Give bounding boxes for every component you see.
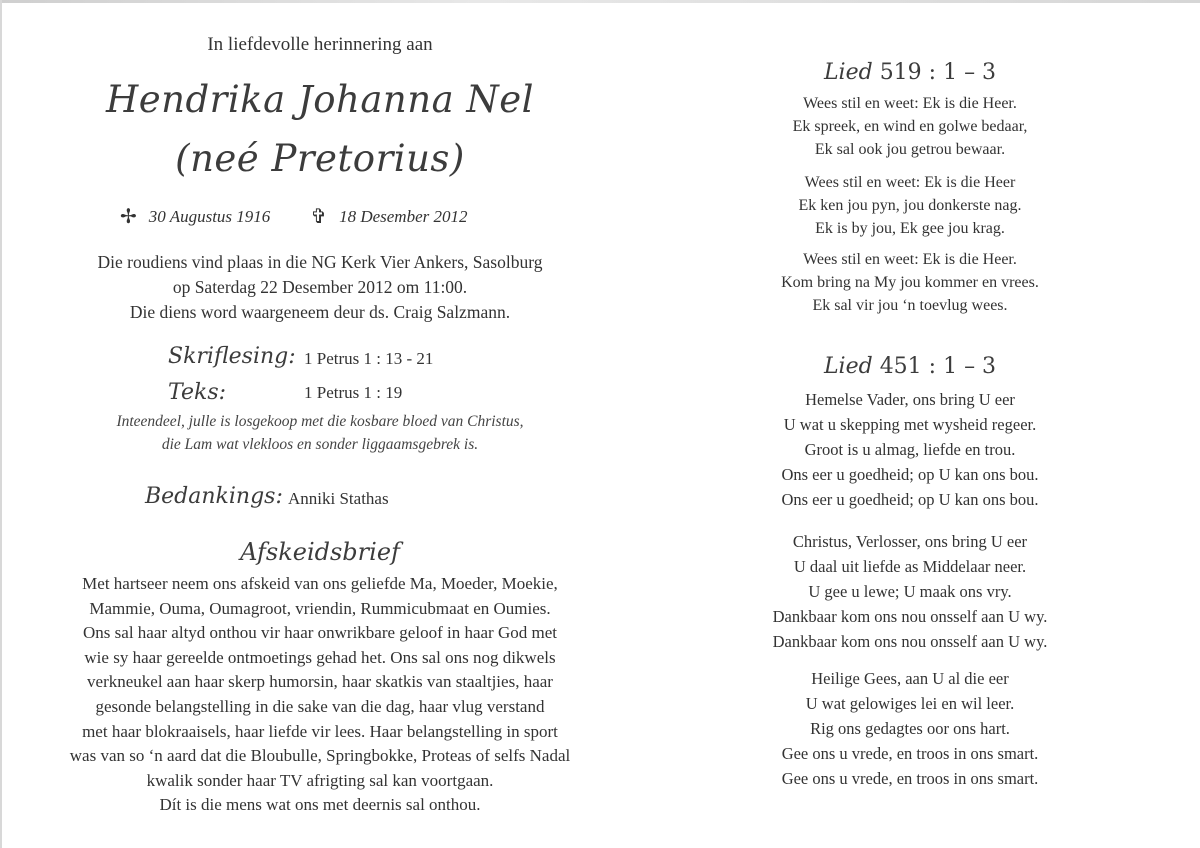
teks-reference: 1 Petrus 1 : 19: [304, 383, 403, 402]
scripture-line: Inteendeel, julle is losgekoop met die kosbare bloed van Christus,: [116, 413, 524, 430]
teks-label: Teks:: [168, 380, 227, 405]
verse-line: Dankbaar kom ons nou onsself aan U wy.: [772, 607, 1048, 626]
letter-line: gesonde belangstelling in die sake van die dag, haar vlug verstand: [95, 696, 545, 716]
verse-line: Hemelse Vader, ons bring U eer: [805, 390, 1015, 409]
hymn-451-title: [720, 354, 1100, 379]
service-line: Die diens word waargeneem deur ds. Craig Salzmann.: [129, 302, 511, 322]
verse-line: Ons eer u goedheid; op U kan ons bou.: [781, 490, 1039, 509]
hymn-451-verse-3: [720, 666, 1100, 791]
verse-line: Ek ken jou pyn, jou donkerste nag.: [798, 197, 1022, 214]
cross-icon: ✞: [310, 206, 328, 228]
verse-line: U daal uit liefde as Middelaar neer.: [793, 557, 1027, 576]
hymn-519-title: [720, 60, 1100, 85]
letter-line: Met hartseer neem ons afskeid van ons geliefde Ma, Moeder, Moekie,: [82, 574, 558, 593]
birth-date: 30 Augustus 1916: [148, 206, 271, 226]
hymn-451-verse-2: [720, 529, 1100, 654]
verse-line: Kom bring na My jou kommer en vrees.: [781, 274, 1039, 291]
letter-line: was van so ‘n aard dat die Bloubulle, Springbokke, Proteas of selfs Nadal: [69, 746, 571, 766]
death-date: 18 Desember 2012: [339, 206, 468, 226]
hymn-451-verse-1: [720, 387, 1100, 512]
verse-line: Wees stil en weet: Ek is die Heer.: [803, 251, 1017, 268]
skriflesing-reference: 1 Petrus 1 : 13 - 21: [304, 349, 434, 368]
life-dates: [120, 204, 540, 229]
birth-star-icon: ✢: [120, 206, 137, 228]
verse-line: Christus, Verlosser, ons bring U eer: [792, 532, 1028, 551]
verse-line: Rig ons gedagtes oor ons hart.: [810, 719, 1010, 738]
verse-line: Ek sal vir jou ‘n toevlug wees.: [812, 297, 1008, 314]
intro-text: In liefdevolle herinnering aan: [207, 34, 433, 55]
hymn-number: 519 : 1 – 3: [879, 60, 997, 85]
scan-edge-top: [0, 0, 1200, 3]
bedankings-label: Bedankings:: [145, 484, 283, 509]
verse-line: Wees stil en weet: Ek is die Heer.: [803, 95, 1017, 112]
verse-line: Ek spreek, en wind en golwe bedaar,: [792, 118, 1028, 135]
service-line: Die roudiens vind plaas in die NG Kerk Vier Ankers, Sasolburg: [97, 252, 543, 272]
service-line: op Saterdag 22 Desember 2012 om 11:00.: [172, 277, 468, 297]
hymn-word: Lied: [823, 354, 873, 379]
verse-line: Groot is u almag, liefde en trou.: [804, 440, 1016, 459]
hymn-519-verse-1: [720, 92, 1100, 161]
verse-line: Dankbaar kom ons nou onsself aan U wy.: [772, 632, 1048, 651]
skriflesing-label: Skriflesing:: [168, 344, 296, 369]
letter-line: Dít is die mens wat ons met deernis sal onthou.: [159, 795, 481, 815]
letter-line: kwalik sonder haar TV afrigting sal kan voortgaan.: [146, 770, 494, 790]
verse-line: Ek sal ook jou getrou bewaar.: [814, 141, 1006, 158]
letter-line: met haar blokraaisels, haar liefde vir lees. Haar belangstelling in sport: [82, 721, 558, 741]
verse-line: Gee ons u vrede, en troos in ons smart.: [781, 769, 1039, 788]
verse-line: Ons eer u goedheid; op U kan ons bou.: [781, 465, 1039, 484]
verse-line: U wat u skepping met wysheid regeer.: [783, 415, 1037, 434]
bedankings-name: Anniki Stathas: [288, 489, 389, 508]
service-details: [40, 250, 600, 325]
verse-line: Ek is by jou, Ek gee jou krag.: [815, 220, 1005, 237]
afskeidsbrief-body: [40, 572, 600, 818]
afskeidsbrief-title: Afskeidsbrief: [240, 538, 400, 566]
verse-line: Gee ons u vrede, en troos in ons smart.: [781, 744, 1039, 763]
hymn-number: 451 : 1 – 3: [879, 354, 997, 379]
maiden-name: (neé Pretorius): [175, 137, 465, 180]
letter-line: verkneukel aan haar skerp humorsin, haar skatkis van staaltjies, haar: [87, 672, 553, 692]
scripture-line: die Lam wat vlekloos en sonder liggaamsgebrek is.: [161, 436, 479, 453]
letter-line: Ons sal haar altyd onthou vir haar onwrikbare geloof in haar God met: [83, 623, 557, 643]
verse-line: Heilige Gees, aan U al die eer: [811, 669, 1009, 688]
scripture-quote: [40, 410, 600, 456]
verse-line: U wat gelowiges lei en wil leer.: [805, 694, 1015, 713]
verse-line: Wees stil en weet: Ek is die Heer: [804, 174, 1016, 191]
scan-edge-left: [0, 0, 2, 848]
hymn-519-verse-2: [720, 171, 1100, 240]
verse-line: U gee u lewe; U maak ons vry.: [808, 582, 1012, 601]
deceased-name: Hendrika Johanna Nel: [105, 78, 535, 121]
letter-line: Mammie, Ouma, Oumagroot, vriendin, Rummicubmaat en Oumies.: [89, 598, 551, 618]
letter-line: wie sy haar gereelde ontmoetings gehad het. Ons sal ons nog dikwels: [84, 647, 556, 667]
hymn-519-verse-3: [720, 248, 1100, 317]
hymn-word: Lied: [823, 60, 873, 85]
